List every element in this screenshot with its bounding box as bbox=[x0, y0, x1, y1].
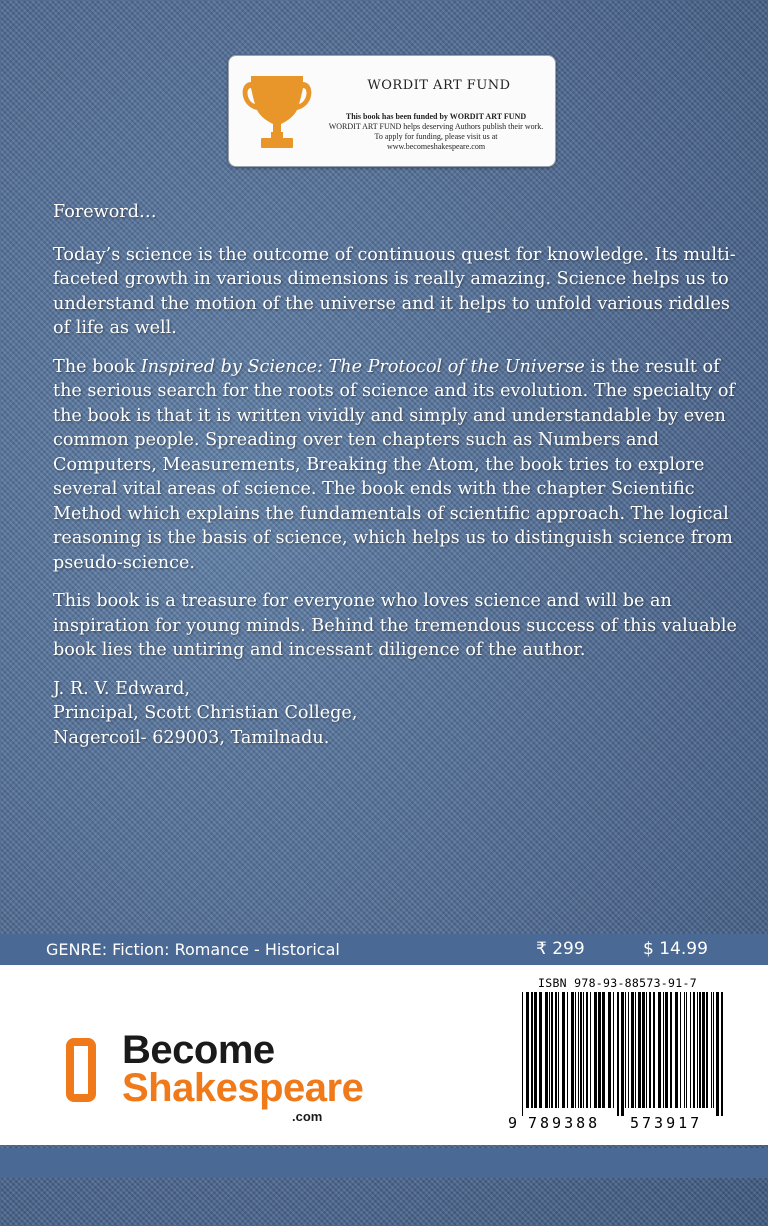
foreword-paragraph-3: This book is a treasure for everyone who loves science and will be an inspiration for young minds. Behind the tremendous success of this valuable book lies the untiring and incessant diligence of the author. bbox=[53, 591, 737, 660]
barcode-bar bbox=[602, 992, 605, 1108]
barcode-bar bbox=[526, 992, 529, 1108]
barcode-bar bbox=[590, 992, 591, 1108]
foreword-paragraph-2 bbox=[53, 355, 743, 576]
barcode-bar bbox=[699, 992, 701, 1108]
signature-title: Principal, Scott Christian College, bbox=[53, 703, 358, 723]
barcode-bar bbox=[697, 992, 698, 1108]
signature-block bbox=[53, 677, 743, 751]
barcode-bar bbox=[670, 992, 672, 1108]
bottom-bar bbox=[0, 1148, 768, 1178]
barcode-bar bbox=[631, 992, 634, 1108]
barcode-bar bbox=[686, 992, 687, 1108]
genre-label: GENRE: Fiction: Romance - Historical bbox=[46, 940, 340, 959]
barcode-bar bbox=[713, 992, 714, 1108]
publisher-logo bbox=[66, 1028, 396, 1128]
barcode-bar bbox=[549, 992, 550, 1108]
barcode-bar bbox=[578, 992, 579, 1108]
funding-badge bbox=[228, 55, 556, 167]
barcode-bar bbox=[663, 992, 664, 1108]
barcode-bar bbox=[690, 992, 691, 1108]
barcode-icon bbox=[508, 992, 732, 1116]
barcode-bar bbox=[621, 992, 624, 1116]
book-title: Inspired by Science: The Protocol of the Universe bbox=[140, 356, 585, 377]
logo-mark-icon bbox=[66, 1038, 96, 1102]
barcode-bar bbox=[646, 992, 647, 1108]
foreword-paragraph-1: Today’s science is the outcome of continuous quest for knowledge. Its multi-faceted growth in various dimensions is really amazing. Science helps us to understand the motion of the universe and it helps to unfold various riddles of life as well. bbox=[53, 244, 736, 338]
barcode-bar bbox=[522, 992, 523, 1116]
barcode-bar bbox=[531, 992, 533, 1108]
barcode-bar bbox=[711, 992, 712, 1108]
fund-line-2: WORDIT ART FUND helps deserving Authors publish their work. bbox=[328, 122, 544, 131]
fund-line-1: This book has been funded by WORDIT ART FUND bbox=[345, 112, 527, 121]
barcode-bar bbox=[721, 992, 723, 1116]
barcode-bar bbox=[575, 992, 576, 1108]
barcode-bar bbox=[649, 992, 651, 1108]
foreword-section bbox=[53, 200, 743, 750]
barcode-bar bbox=[638, 992, 641, 1108]
barcode-bar bbox=[613, 992, 614, 1108]
fund-line-3: To apply for funding, please visit us at bbox=[374, 132, 498, 141]
logo-shakespeare-text: Shakespeare bbox=[122, 1066, 364, 1110]
barcode-bar bbox=[693, 992, 695, 1108]
trophy-icon bbox=[241, 70, 313, 152]
barcode-bar bbox=[706, 992, 708, 1108]
barcode-bar bbox=[665, 992, 668, 1108]
barcode-bar bbox=[555, 992, 557, 1108]
barcode-bar bbox=[675, 992, 678, 1108]
barcode-bar bbox=[628, 992, 629, 1108]
barcode-bar bbox=[642, 992, 645, 1108]
barcode-bar bbox=[558, 992, 559, 1108]
barcode-bar bbox=[716, 992, 719, 1116]
logo-com-text: .com bbox=[292, 1109, 323, 1124]
para2-rest: is the result of the serious search for the roots of science and its evolution. The specialty of the book is that it is written vividly and simply and understandable by even common people. Spreading over ten chapters such as Numbers and Computers, Measurements, Breaking the Atom, the book tries to explore several vital areas of science. The book ends with the chapter Scientific Method which explains the fundamentals of scientific approach. The logical reasoning is the basis of science, which helps us to distinguish science from pseudo-science. bbox=[53, 356, 735, 573]
genre-price-bar bbox=[0, 934, 768, 965]
barcode-bar bbox=[539, 992, 542, 1108]
signature-name: J. R. V. Edward, bbox=[53, 678, 191, 699]
para2-prefix: The book bbox=[53, 356, 141, 377]
barcode-bar bbox=[571, 992, 574, 1108]
barcode-bar bbox=[598, 992, 601, 1108]
foreword-heading: Foreword… bbox=[53, 202, 157, 222]
barcode-bar bbox=[583, 992, 584, 1108]
price-usd: $ 14.99 bbox=[643, 939, 708, 959]
barcode-bar bbox=[653, 992, 655, 1108]
barcode-bar bbox=[608, 992, 611, 1108]
fund-line-4: www.becomeshakespeare.com bbox=[386, 142, 486, 151]
barcode-digits-left: 789388 bbox=[528, 1114, 601, 1132]
barcode-bar bbox=[567, 992, 568, 1108]
barcode-bar bbox=[551, 992, 553, 1108]
logo-become-text: Become bbox=[122, 1028, 275, 1072]
barcode-digit-lead: 9 bbox=[508, 1114, 518, 1132]
barcode-bar bbox=[617, 992, 619, 1116]
barcode-bar bbox=[545, 992, 548, 1108]
barcode-bar bbox=[625, 992, 626, 1108]
barcode-bar bbox=[562, 992, 565, 1108]
signature-address: Nagercoil- 629003, Tamilnadu. bbox=[53, 727, 330, 748]
barcode-digits-right: 573917 bbox=[630, 1114, 703, 1132]
price-inr: ₹ 299 bbox=[536, 939, 585, 959]
barcode-bar bbox=[586, 992, 588, 1108]
isbn-label: ISBN 978-93-88573-91-7 bbox=[538, 976, 697, 990]
isbn-barcode-block bbox=[508, 976, 732, 1138]
barcode-bar bbox=[534, 992, 537, 1108]
barcode-bar bbox=[580, 992, 582, 1108]
barcode-bar bbox=[658, 992, 661, 1108]
barcode-bar bbox=[594, 992, 597, 1108]
barcode-bar bbox=[702, 992, 705, 1108]
barcode-bar bbox=[680, 992, 681, 1108]
fund-title: WORDIT ART FUND bbox=[367, 78, 511, 93]
barcode-bar bbox=[684, 992, 685, 1108]
barcode-bar bbox=[635, 992, 636, 1108]
